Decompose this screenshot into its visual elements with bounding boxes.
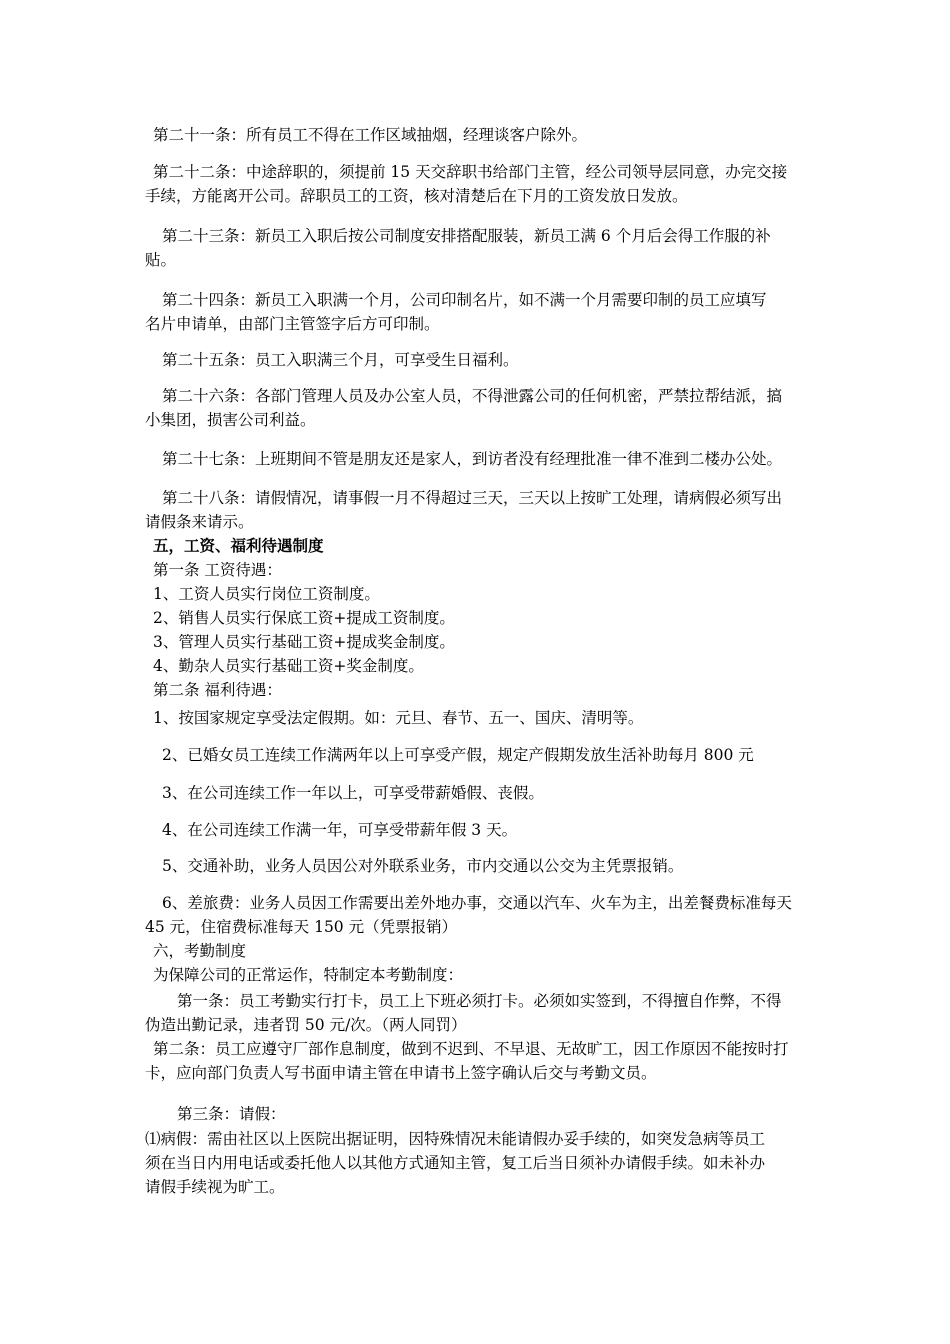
- article-24-line1: 第二十四条：新员工入职满一个月，公司印制名片，如不满一个月需要印制的员工应填写: [162, 291, 767, 309]
- article-25: 第二十五条：员工入职满三个月，可享受生日福利。: [162, 351, 519, 369]
- benefit-item-2: 2、已婚女员工连续工作满两年以上可享受产假，规定产假期发放生活补助每月 800 元: [162, 746, 754, 764]
- attendance-1-line2: 伪造出勤记录，违者罚 50 元/次。（两人同罚）: [145, 1016, 467, 1034]
- attendance-1-line1: 第一条：员工考勤实行打卡，员工上下班必须打卡。必须如实签到，不得擅自作弊，不得: [177, 992, 782, 1010]
- wage-item-1: 1、工资人员实行岗位工资制度。: [153, 585, 380, 603]
- attendance-3-title: 第三条：请假：: [177, 1105, 286, 1123]
- wage-item-3: 3、管理人员实行基础工资+提成奖金制度。: [153, 633, 455, 651]
- benefit-item-1: 1、按国家规定享受法定假期。如：元旦、春节、五一、国庆、清明等。: [153, 709, 644, 727]
- wage-item-4: 4、勤杂人员实行基础工资+奖金制度。: [153, 657, 424, 675]
- benefit-item-4: 4、在公司连续工作满一年，可享受带薪年假 3 天。: [162, 821, 518, 839]
- section-6-heading: 六，考勤制度: [153, 942, 247, 960]
- article-22-line1: 第二十二条：中途辞职的，须提前 15 天交辞职书给部门主管，经公司领导层同意，办完交接: [153, 163, 788, 181]
- section-5-heading: 五，工资、福利待遇制度: [153, 537, 324, 555]
- article-22-line2: 手续，方能离开公司。辞职员工的工资，核对清楚后在下月的工资发放日发放。: [145, 187, 688, 205]
- attendance-2-line1: 第二条：员工应遵守厂部作息制度，做到不迟到、不早退、无故旷工，因工作原因不能按时打: [153, 1040, 789, 1058]
- benefit-item-5: 5、交通补助，业务人员因公对外联系业务，市内交通以公交为主凭票报销。: [162, 857, 684, 875]
- section-6-intro: 为保障公司的正常运作，特制定本考勤制度：: [153, 966, 464, 984]
- sick-leave-line1: ⑴病假：需由社区以上医院出据证明，因特殊情况未能请假办妥手续的，如突发急病等员工: [145, 1130, 766, 1148]
- article-28-line1: 第二十八条：请假情况，请事假一月不得超过三天，三天以上按旷工处理，请病假必须写出: [162, 489, 783, 507]
- benefit-item-6-line2: 45 元，住宿费标准每天 150 元（凭票报销）: [145, 918, 458, 936]
- article-24-line2: 名片申请单，由部门主管签字后方可印制。: [145, 315, 440, 333]
- attendance-2-line2: 卡，应向部门负责人写书面申请主管在申请书上签字确认后交与考勤文员。: [145, 1064, 657, 1082]
- section-5-item-1-title: 第一条 工资待遇：: [153, 561, 282, 579]
- section-5-item-2-title: 第二条 福利待遇：: [153, 681, 282, 699]
- article-26-line1: 第二十六条：各部门管理人员及办公室人员，不得泄露公司的任何机密，严禁拉帮结派，搞: [162, 387, 783, 405]
- benefit-item-6-line1: 6、差旅费：业务人员因工作需要出差外地办事，交通以汽车、火车为主，出差餐费标准每天: [162, 894, 792, 912]
- wage-item-2: 2、销售人员实行保底工资+提成工资制度。: [153, 609, 455, 627]
- article-28-line2: 请假条来请示。: [145, 513, 254, 531]
- article-23-line1: 第二十三条：新员工入职后按公司制度安排搭配服装，新员工满 6 个月后会得工作服的补: [162, 227, 771, 245]
- benefit-item-3: 3、在公司连续工作一年以上，可享受带薪婚假、丧假。: [162, 784, 544, 802]
- article-27: 第二十七条：上班期间不管是朋友还是家人，到访者没有经理批准一律不准到二楼办公处。: [162, 450, 783, 468]
- article-23-line2: 贴。: [145, 251, 177, 269]
- sick-leave-line3: 请假手续视为旷工。: [145, 1178, 285, 1196]
- sick-leave-line2: 须在当日内用电话或委托他人以其他方式通知主管，复工后当日须补办请假手续。如未补办: [145, 1154, 766, 1172]
- article-26-line2: 小集团，损害公司利益。: [145, 411, 316, 429]
- article-21: 第二十一条：所有员工不得在工作区域抽烟，经理谈客户除外。: [153, 126, 588, 144]
